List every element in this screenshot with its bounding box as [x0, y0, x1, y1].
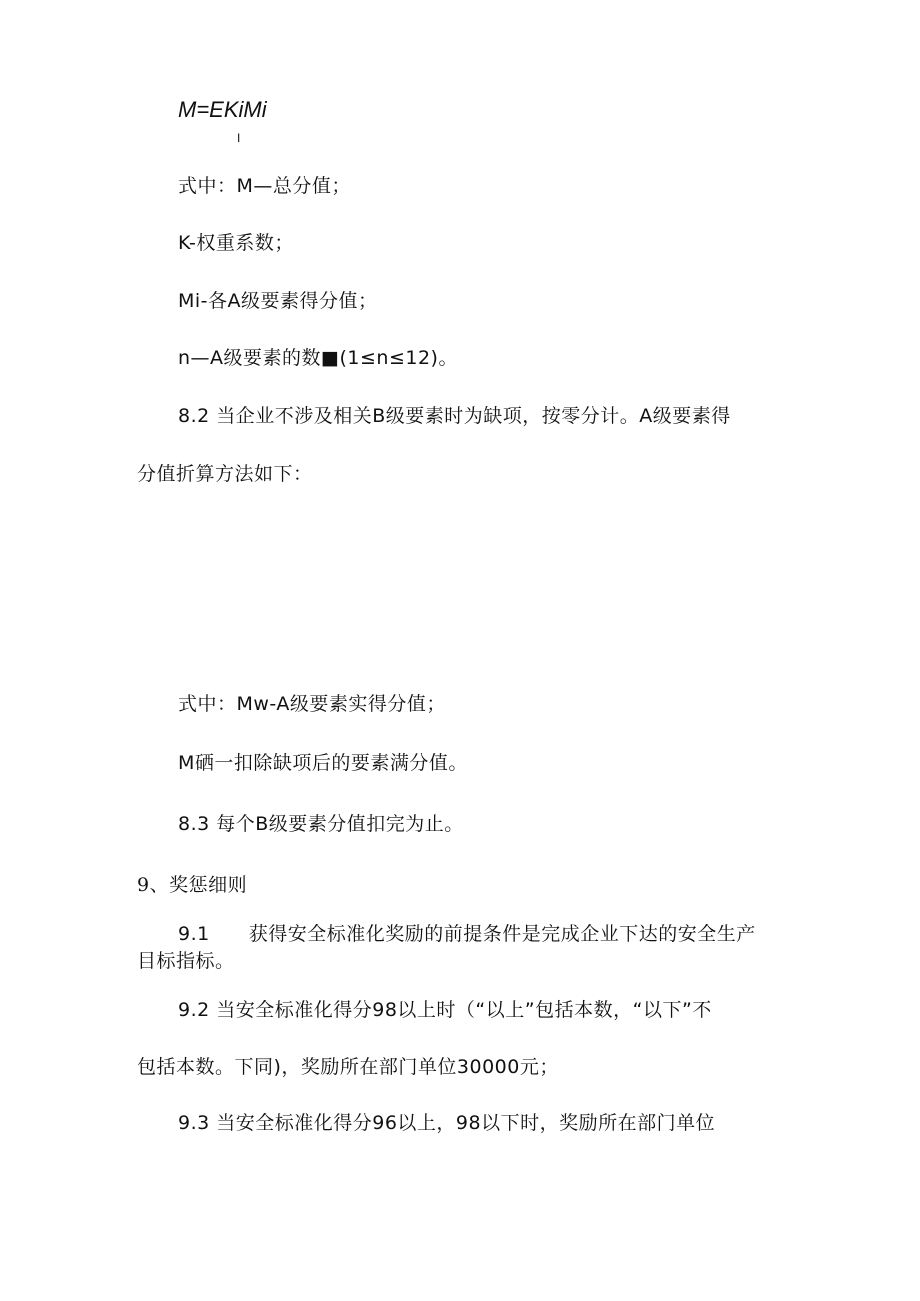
paragraph-9-1-line-1: 9.1 获得安全标准化奖励的前提条件是完成企业下达的安全生产 [178, 923, 756, 945]
paragraph-8-3: 8.3 每个B级要素分值扣完为止。 [178, 813, 464, 835]
paragraph-9-3: 9.3 当安全标准化得分96以上，98以下时，奖励所在部门单位 [178, 1112, 716, 1134]
paragraph-9-1-line-2: 目标指标。 [137, 950, 235, 972]
definition-line-1: 式中：M—总分值； [178, 175, 351, 197]
paragraph-9-2-line-1: 9.2 当安全标准化得分98以上时（“以上”包括本数，“以下”不 [178, 999, 712, 1021]
paragraph-8-2-line-1: 8.2 当企业不涉及相关B级要素时为缺项，按零分计。A级要素得 [178, 405, 731, 427]
definition-line-2: K-权重系数； [178, 232, 294, 254]
definition-line-4: n—A级要素的数■(1≤n≤12)。 [178, 347, 458, 369]
definition-2-line-2: M硒一扣除缺项后的要素满分值。 [178, 752, 468, 774]
section-heading-9: 9、奖惩细则 [137, 874, 248, 896]
definition-line-3: Mi-各A级要素得分值； [178, 290, 378, 312]
definition-2-line-1: 式中：Mw-A级要素实得分值； [178, 693, 446, 715]
paragraph-8-2-line-2: 分值折算方法如下： [137, 463, 313, 485]
formula-subscript: I [237, 131, 241, 145]
paragraph-9-2-line-2: 包括本数。下同)，奖励所在部门单位30000元； [137, 1056, 559, 1078]
formula-main: M=EKiMi [178, 97, 267, 122]
